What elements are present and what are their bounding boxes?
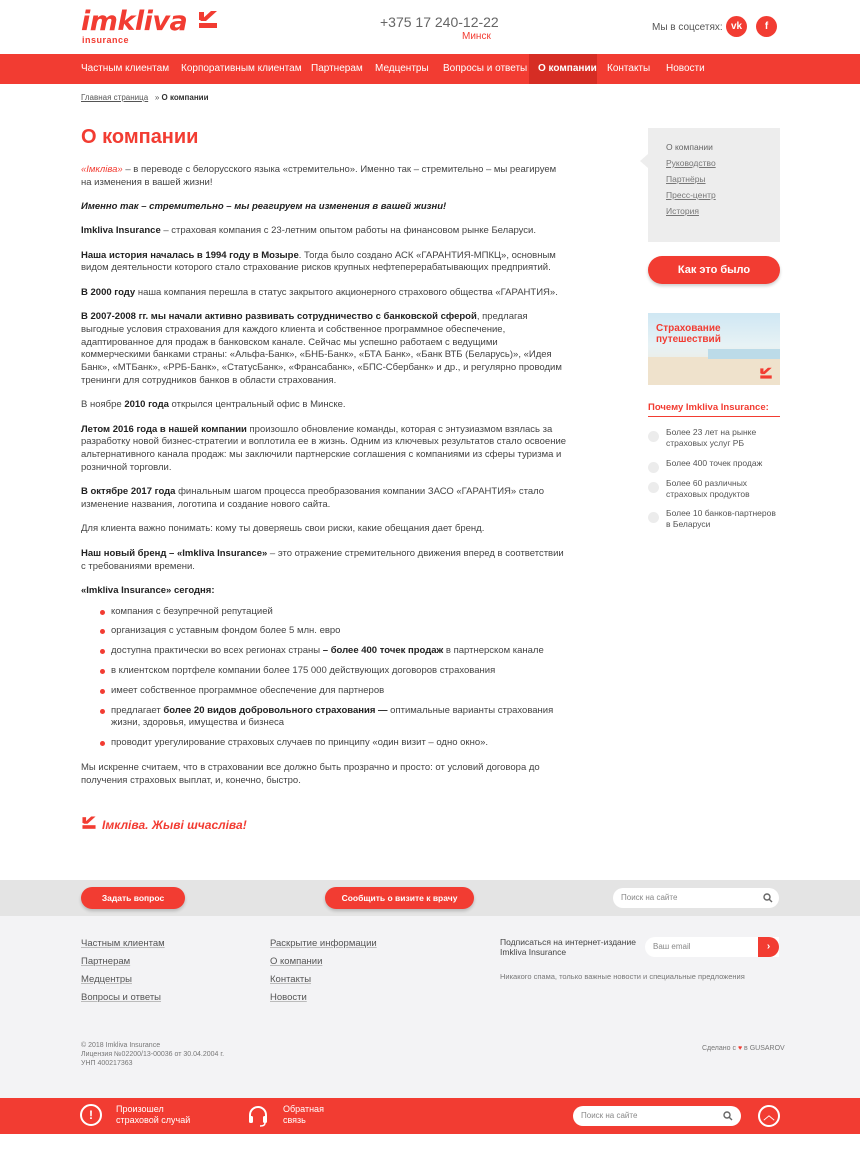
paragraph: В ноябре 2010 года открылся центральный офис в Минске. [81,399,346,411]
social-label: Мы в соцсетях: [652,22,723,33]
bottom-search-input[interactable]: Поиск на сайте [573,1106,741,1126]
footer-link[interactable]: Медцентры [81,974,132,985]
nav-medcenters[interactable]: Медцентры [375,63,429,74]
nav-partners[interactable]: Партнерам [311,63,363,74]
sticky-bottom-bar: ! Произошел страховой случай Обратная связь Поиск на сайте ︿ [0,1098,860,1134]
sea-illustration [708,349,780,359]
paragraph: «Imkliva Insurance» сегодня: [81,584,215,596]
why-title: Почему Imkliva Insurance: [648,402,780,417]
list-item: доступна практически во всех регионах страны – более 400 точек продаж в партнерском канале [81,645,569,658]
subscribe-title: Подписаться на интернет-издание Imkliva Insurance [500,937,636,957]
list-item: имеет собственное программное обеспечение для партнеров [81,685,569,698]
why-item: Более 23 лет на рынке страховых услуг РБ [648,427,780,448]
breadcrumb-home[interactable]: Главная страница [81,93,149,102]
sidebar-item-history[interactable]: История [666,206,699,216]
article-body [81,164,569,799]
travel-insurance-banner[interactable] [648,313,780,385]
paragraph: Именно так – стремительно – мы реагируем на изменения в вашей жизни! [81,201,447,213]
footer-link[interactable]: Новости [270,992,307,1003]
sidebar-item-press[interactable]: Пресс-центр [666,190,716,200]
why-item: Более 400 точек продаж [648,458,780,469]
header [0,0,860,54]
paragraph: В 2000 году наша компания перешла в статус закрытого акционерного страхового общества «ГАРАНТИЯ». [81,286,558,298]
slogan [81,815,281,835]
paragraph: Летом 2016 года в нашей компании произошло обновление команды, которая с энтузиазмом взялась за разработку новой бизнес-стратегии и воплотила ее в жизнь. Одним из ключевых результатов стало освоение альтернативного канала продаж: мы заключили партнерские соглашения с компаниями из сферы туризма и розничной торговли. [81,423,567,474]
history-button[interactable]: Как это было [648,256,780,284]
advantages-list [81,606,569,750]
breadcrumb-separator: » [154,93,160,102]
list-item: предлагает более 20 видов добровольного страхования — оптимальные варианты страхования жизни, здоровья, имущества и бизнеса [81,705,569,731]
paragraph: Наш новый бренд – «Imkliva Insurance» – это отражение стремительного движения вперед в соответствии с требованиями времени. [81,547,564,572]
nav-about[interactable]: О компании [529,54,597,84]
paragraph: Мы искренне считаем, что в страховании все должно быть прозрачно и просто: от условий договора до получения страховых выплат, и, конечно, быстро. [81,762,540,786]
headset-icon [247,1104,269,1128]
footer-link[interactable]: Раскрытие информации [270,938,377,949]
search-icon[interactable] [763,893,773,903]
paragraph: Для клиента важно понимать: кому ты доверяешь свои риски, какие обещания дает бренд. [81,523,485,535]
footer-link[interactable]: Вопросы и ответы [81,992,162,1003]
nav-faq[interactable]: Вопросы и ответы [443,63,528,74]
breadcrumb-current: О компании [161,93,209,102]
banner-title: Страхование путешествий [656,323,721,345]
scroll-to-top-button[interactable] [758,1105,780,1127]
sidebar-item-about[interactable]: О компании [666,142,713,152]
main-nav [0,54,860,84]
email-field[interactable]: Ваш email [645,937,779,957]
footer-link[interactable]: Контакты [270,974,312,985]
nav-contacts[interactable]: Контакты [607,63,651,74]
subscribe-button[interactable] [758,937,779,957]
paragraph: Наша история началась в 1994 году в Мозыре. Тогда было создано АСК «ГАРАНТИЯ-МПКЦ», основным видом деятельности которого стало страхование рисков крупных нефтеперерабатывающих предприятий. [81,249,556,274]
sidebar-item-partners[interactable]: Партнёры [666,174,706,184]
exclamation-icon: ! [80,1104,102,1126]
logo-mark-icon [81,815,97,831]
footer-link[interactable]: О компании [270,956,323,967]
sidebar-item-management[interactable]: Руководство [666,158,716,168]
subscribe-note: Никакого спама, только важные новости и специальные предложения [500,972,745,981]
why-item: Более 10 банков-партнеров в Беларуси [648,508,780,529]
chevron-up-icon: ︿ [763,1110,775,1122]
footer-action-bar [0,880,860,916]
ask-question-button[interactable]: Задать вопрос [81,887,185,909]
brand-name-be: «Імкліва» [81,164,123,175]
paragraph: Imkliva Insurance – страховая компания с 23-летним опытом работы на финансовом рынке Беларуси. [81,225,536,237]
logo-mark-icon [759,367,773,380]
logo-subtitle: insurance [82,35,130,45]
list-item: в клиентском портфеле компании более 175 000 действующих договоров страхования [81,665,569,678]
nav-news[interactable]: Новости [666,63,705,74]
license: Лицензия №02200/13-00036 от 30.04.2004 г. [81,1051,225,1058]
phone-number[interactable]: +375 17 240-12-22 [380,14,499,30]
city-selector[interactable]: Минск [462,31,491,42]
slogan-text: Імкліва. Жыві шчасліва! [102,818,247,832]
list-item: проводит урегулирование страховых случаев по принципу «один визит – одно окно». [81,737,569,750]
list-item: организация с уставным фондом более 5 млн. евро [81,625,569,638]
sidebar-menu [648,128,780,242]
nav-corporate-clients[interactable]: Корпоративным клиентам [181,63,302,74]
paragraph: В октябре 2017 года финальным шагом процесса преобразования компании ЗАСО «ГАРАНТИЯ» стало изменение названия, логотипа и создание нового сайта. [81,486,545,511]
paragraph: «Імкліва» – в переводе с белорусского языка «стремительно». Именно так – стремительно – мы реагируем на изменения в вашей жизни! [81,164,557,188]
list-item: компания с безупречной репутацией [81,606,569,619]
page-title: О компании [81,126,199,148]
logo-mark-icon [197,10,219,30]
copyright: © 2018 Imkliva Insurance [81,1042,161,1049]
footer-link[interactable]: Партнерам [81,956,131,967]
facebook-icon[interactable]: f [756,16,777,37]
logo[interactable] [81,8,221,46]
footer [0,916,860,1098]
breadcrumb [81,93,209,102]
paragraph: В 2007-2008 гг. мы начали активно развивать сотрудничество с банковской сферой, предлагая выгодные условия страхования для каждого клиента и собственное программное обеспечение, адаптированное для продаж в банковском канале. Сейчас мы успешно работаем с ведущими коммерческими банками страны: «Альфа-Банк», «БНБ-Банк», «БТА Банк», «Банк ВТБ (Беларусь)», «Идея Банк», «МТБанк», «РРБ-Банк», «СтатусБанк», «Франсабанк», «БПС-Сбербанк» и др., и регулярно проводим тренинги для сотрудников банков в области страхования. [81,311,562,387]
unp: УНП 400217363 [81,1060,133,1067]
search-icon[interactable] [723,1111,733,1121]
footer-search-input[interactable]: Поиск на сайте [613,888,779,908]
logo-text: imkliva [81,6,188,37]
why-item: Более 60 различных страховых продуктов [648,478,780,499]
made-by[interactable]: Сделано с ♥ в GUSAROV [702,1045,785,1052]
footer-link[interactable]: Частным клиентам [81,938,165,949]
report-doctor-visit-button[interactable]: Сообщить о визите к врачу [325,887,474,909]
heart-icon: ♥ [737,1045,743,1052]
vk-icon[interactable]: vk [726,16,747,37]
chevron-right-icon: › [766,941,771,952]
nav-private-clients[interactable]: Частным клиентам [81,63,170,74]
